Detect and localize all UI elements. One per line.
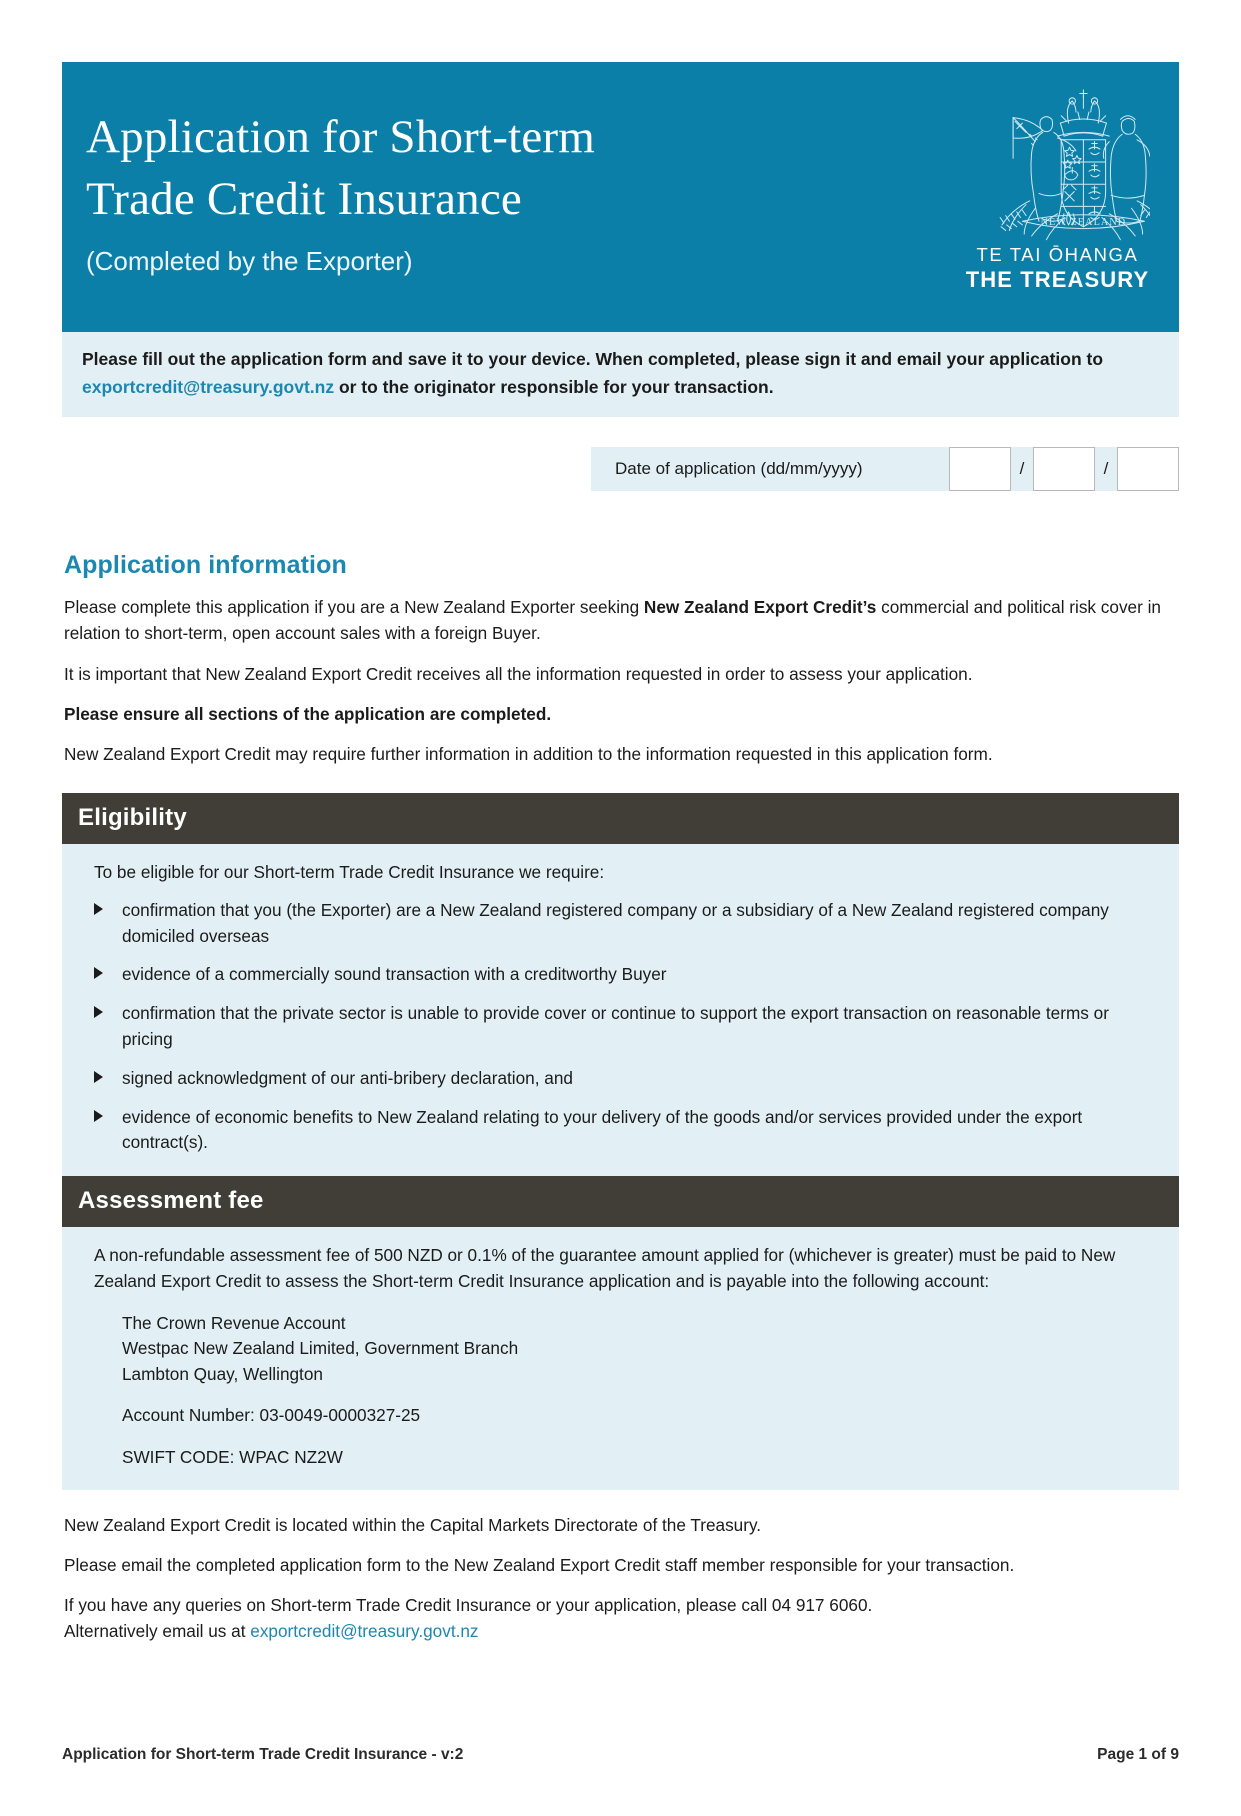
application-information-paragraph-1	[64, 594, 1177, 646]
nz-coat-of-arms-icon	[965, 82, 1150, 242]
bank-account-details	[84, 1311, 1157, 1470]
page-subtitle: (Completed by the Exporter)	[86, 246, 413, 277]
assessment-fee-paragraph: A non-refundable assessment fee of 500 NZD or 0.1% of the guarantee amount applied for (whichever is greater) must be paid to New Zealand Export Credit to assess the Short-term Credit Insurance application and is payable into the following account:	[94, 1245, 1116, 1291]
assessment-fee-section-heading: Assessment fee	[62, 1176, 1179, 1227]
closing-paragraph-4-prefix: Alternatively email us at	[64, 1621, 251, 1642]
footer-page-number: Page 1 of 9	[1097, 1746, 1179, 1763]
closing-email-link[interactable]: exportcredit@treasury.govt.nz	[250, 1621, 479, 1642]
page-title	[86, 106, 786, 230]
list-item	[84, 1001, 1157, 1053]
eligibility-item-text: confirmation that the private sector is unable to provide cover or continue to support the export transaction on reasonable terms or pricing	[122, 1003, 1109, 1049]
closing-paragraph-3	[64, 1592, 1177, 1644]
closing-paragraph-2: Please email the completed application form to the New Zealand Export Credit staff member responsible for your transaction.	[64, 1555, 1015, 1576]
triangle-bullet-icon	[94, 967, 103, 979]
triangle-bullet-icon	[94, 903, 103, 915]
closing-section	[62, 1512, 1179, 1645]
closing-paragraph-3-text: If you have any queries on Short-term Trade Credit Insurance or your application, please call 04 917 6060.	[64, 1595, 873, 1616]
document-masthead	[62, 62, 1179, 332]
bank-swift-code: SWIFT CODE: WPAC NZ2W	[122, 1446, 343, 1467]
application-information-paragraph-4: New Zealand Export Credit may require further information in addition to the information requested in this application form.	[64, 743, 993, 764]
triangle-bullet-icon	[94, 1110, 103, 1122]
eligibility-item-text: evidence of a commercially sound transaction with a creditworthy Buyer	[122, 964, 667, 985]
eligibility-item-text: signed acknowledgment of our anti-bribery declaration, and	[122, 1067, 573, 1088]
triangle-bullet-icon	[94, 1006, 103, 1018]
document-page	[0, 62, 1241, 1816]
date-input-fields	[949, 447, 1179, 491]
date-separator-2: /	[1103, 459, 1109, 479]
application-information-section	[62, 551, 1179, 767]
date-of-application-group	[591, 447, 1179, 491]
assessment-fee-section	[62, 1176, 1179, 1490]
paragraph-3-bold: Please ensure all sections of the application are completed.	[64, 703, 552, 724]
date-separator-1: /	[1019, 459, 1025, 479]
treasury-logo	[950, 82, 1165, 293]
page-footer	[62, 1746, 1179, 1764]
eligibility-item-text: evidence of economic benefits to New Zealand relating to your delivery of the goods and/or services provided under the export contract(s).	[122, 1106, 1083, 1153]
bank-account-name: The Crown Revenue Account	[122, 1312, 346, 1333]
bank-name: Westpac New Zealand Limited, Government Branch	[122, 1338, 519, 1359]
application-information-heading: Application information	[64, 551, 347, 580]
eligibility-intro: To be eligible for our Short-term Trade Credit Insurance we require:	[94, 861, 605, 882]
logo-text-english: THE TREASURY	[965, 267, 1150, 292]
bank-account-block	[122, 1311, 1157, 1387]
instruction-banner	[62, 332, 1179, 417]
paragraph-1-part-1: Please complete this application if you are a New Zealand Exporter seeking	[64, 597, 644, 618]
paragraph-1-bold: New Zealand Export Credit’s	[643, 597, 877, 618]
bank-account-number: Account Number: 03-0049-0000327-25	[122, 1405, 421, 1426]
list-item	[84, 898, 1157, 950]
application-information-paragraph-2: It is important that New Zealand Export Credit receives all the information requested in order to assess your application.	[64, 663, 973, 684]
paragraph-1-part-2: commercial and political risk cover in relation to short-term, open account sales with a foreign Buyer.	[64, 597, 1161, 644]
assessment-fee-panel	[62, 1227, 1179, 1490]
date-month-input[interactable]	[1033, 447, 1095, 491]
instruction-text-before: Please fill out the application form and save it to your device. When completed, please sign it and email your application to	[82, 349, 1104, 369]
svg-text:NEW ZEALAND: NEW ZEALAND	[1040, 216, 1127, 228]
date-day-input[interactable]	[949, 447, 1011, 491]
logo-text-maori: TE TAI ŌHANGA	[976, 244, 1139, 265]
page-title-line-2: Trade Credit Insurance	[86, 173, 522, 226]
bank-address: Lambton Quay, Wellington	[122, 1363, 323, 1384]
page-title-line-1: Application for Short-term	[86, 111, 596, 163]
closing-paragraph-1: New Zealand Export Credit is located within the Capital Markets Directorate of the Treasury.	[64, 1515, 762, 1536]
eligibility-list	[84, 898, 1157, 1156]
date-year-input[interactable]	[1117, 447, 1179, 491]
eligibility-item-text: confirmation that you (the Exporter) are a New Zealand registered company or a subsidiary of a New Zealand registered company domiciled overseas	[122, 899, 1109, 946]
list-item	[84, 962, 1157, 988]
instruction-email-link[interactable]: exportcredit@treasury.govt.nz	[82, 376, 335, 397]
date-of-application-label: Date of application (dd/mm/yyyy)	[615, 459, 863, 479]
list-item	[84, 1066, 1157, 1092]
instruction-text-after: or to the originator responsible for your transaction.	[334, 376, 774, 397]
date-of-application-row	[62, 447, 1179, 491]
application-information-paragraph-3	[64, 701, 1177, 727]
eligibility-panel	[62, 844, 1179, 1176]
eligibility-section-heading: Eligibility	[62, 793, 1179, 844]
footer-document-title: Application for Short-term Trade Credit Insurance - v:2	[62, 1746, 464, 1763]
triangle-bullet-icon	[94, 1071, 103, 1083]
list-item	[84, 1105, 1157, 1157]
eligibility-section	[62, 793, 1179, 1176]
